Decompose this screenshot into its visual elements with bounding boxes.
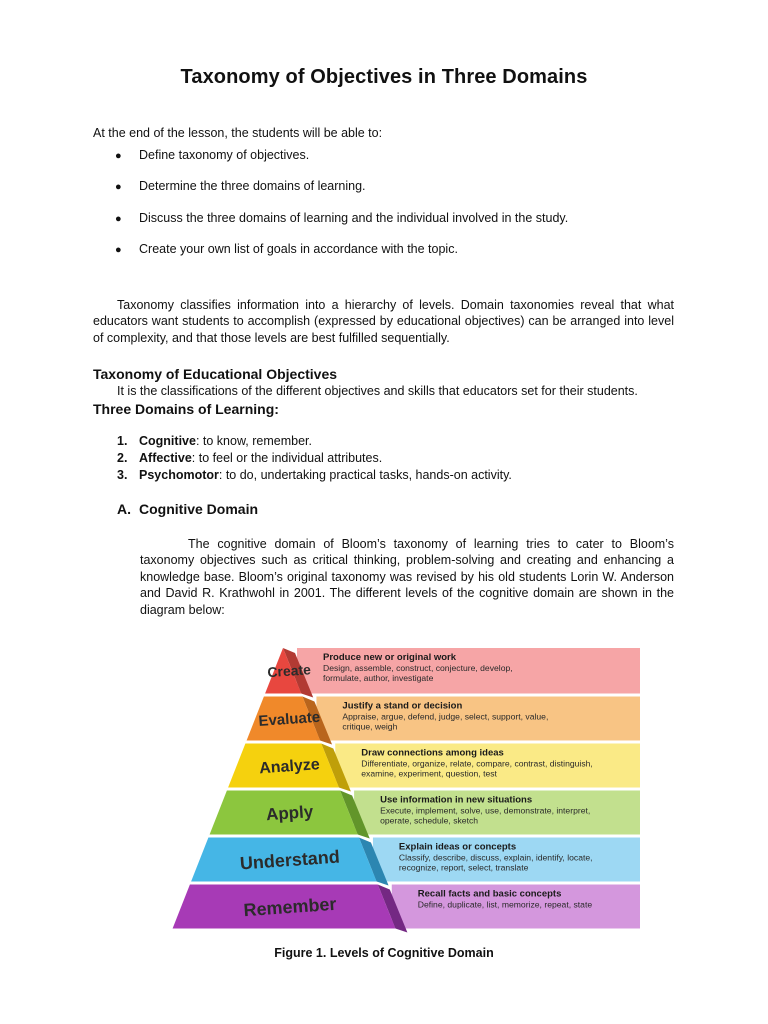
bullet-icon: ●	[115, 181, 122, 194]
taxonomy-paragraph: Taxonomy classifies information into a hierarchy of levels. Domain taxonomies reveal that what educators want students to accomplish (expressed by educational objectives) can be arranged into level of complexity, and that those levels are best fulfilled sequentially.	[93, 298, 674, 345]
three-domains-heading: Three Domains of Learning:	[93, 401, 279, 417]
pyramid-level	[210, 791, 640, 839]
pyramid-level	[173, 885, 640, 933]
page-title: Taxonomy of Objectives in Three Domains	[180, 66, 588, 88]
list-item: 3. Psychomotor : to do, undertaking practical tasks, hands-on activity.	[117, 468, 512, 482]
level-label-create: Create	[266, 661, 312, 681]
level-verbs-evaluate: critique, weigh	[342, 721, 398, 732]
level-heading-analyze: Draw connections among ideas	[361, 747, 504, 759]
level-heading-understand: Explain ideas or concepts	[398, 841, 517, 853]
level-verbs-analyze: Differentiate, organize, relate, compare, contrast, distinguish,	[361, 758, 593, 769]
pyramid-level	[191, 838, 640, 886]
level-heading-evaluate: Justify a stand or decision	[342, 700, 463, 712]
section-heading-cognitive: A. Cognitive Domain	[117, 501, 259, 517]
pyramid-level	[247, 697, 640, 745]
list-item: 2. Affective : to feel or the individual attributes.	[117, 451, 383, 465]
list-item: 1. Cognitive : to know, remember.	[117, 434, 312, 448]
level-verbs-create: formulate, author, investigate	[323, 673, 434, 683]
level-label-remember: Remember	[242, 893, 338, 921]
list-item: ● Create your own list of goals in accordance with the topic.	[115, 242, 568, 273]
level-verbs-apply: operate, schedule, sketch	[380, 815, 479, 826]
cognitive-paragraph: The cognitive domain of Bloom’s taxonomy of learning tries to cater to Bloom’s taxonomy objectives such as critical thinking, problem-solving and creating and enhancing a knowledge base. Bloom’s original taxonomy was revised by his old students Lorin W. Anderson and David R. Krathwohl in 2001. The different levels of the cognitive domain are shown in the diagram below:	[140, 537, 674, 617]
pyramid-level	[228, 744, 640, 792]
pyramid-level	[265, 648, 640, 698]
taxonomy-description: It is the classifications of the different objectives and skills that educators set for their students.	[117, 384, 638, 398]
level-label-apply: Apply	[265, 801, 314, 825]
level-verbs-understand: recognize, report, select, translate	[398, 862, 529, 873]
list-item: ● Define taxonomy of objectives.	[115, 148, 568, 179]
bullet-icon: ●	[115, 212, 122, 225]
bullet-icon: ●	[115, 150, 122, 162]
level-label-evaluate: Evaluate	[257, 708, 321, 730]
level-verbs-remember: Define, duplicate, list, memorize, repeat, state	[417, 899, 593, 910]
level-verbs-create: Design, assemble, construct, conjecture, develop,	[323, 663, 513, 673]
list-item: ● Discuss the three domains of learning and the individual involved in the study.	[115, 211, 568, 242]
level-verbs-apply: Execute, implement, solve, use, demonstrate, interpret,	[380, 805, 591, 816]
level-heading-remember: Recall facts and basic concepts	[417, 888, 562, 900]
level-verbs-evaluate: Appraise, argue, defend, judge, select, support, value,	[342, 711, 549, 722]
intro-text: At the end of the lesson, the students will be able to:	[93, 126, 383, 140]
taxonomy-heading: Taxonomy of Educational Objectives	[93, 366, 338, 382]
level-heading-apply: Use information in new situations	[380, 794, 533, 806]
bullet-icon: ●	[115, 243, 122, 256]
level-verbs-analyze: examine, experiment, question, test	[361, 768, 497, 779]
blooms-pyramid-diagram	[160, 640, 650, 940]
objectives-list	[115, 148, 568, 273]
level-label-analyze: Analyze	[258, 756, 321, 778]
level-verbs-understand: Classify, describe, discuss, explain, identify, locate,	[398, 852, 593, 863]
figure-caption: Figure 1. Levels of Cognitive Domain	[274, 946, 494, 960]
level-label-understand: Understand	[239, 846, 341, 874]
list-item: ● Determine the three domains of learning.	[115, 179, 568, 210]
level-heading-create: Produce new or original work	[323, 652, 457, 663]
domains-list	[117, 434, 512, 485]
